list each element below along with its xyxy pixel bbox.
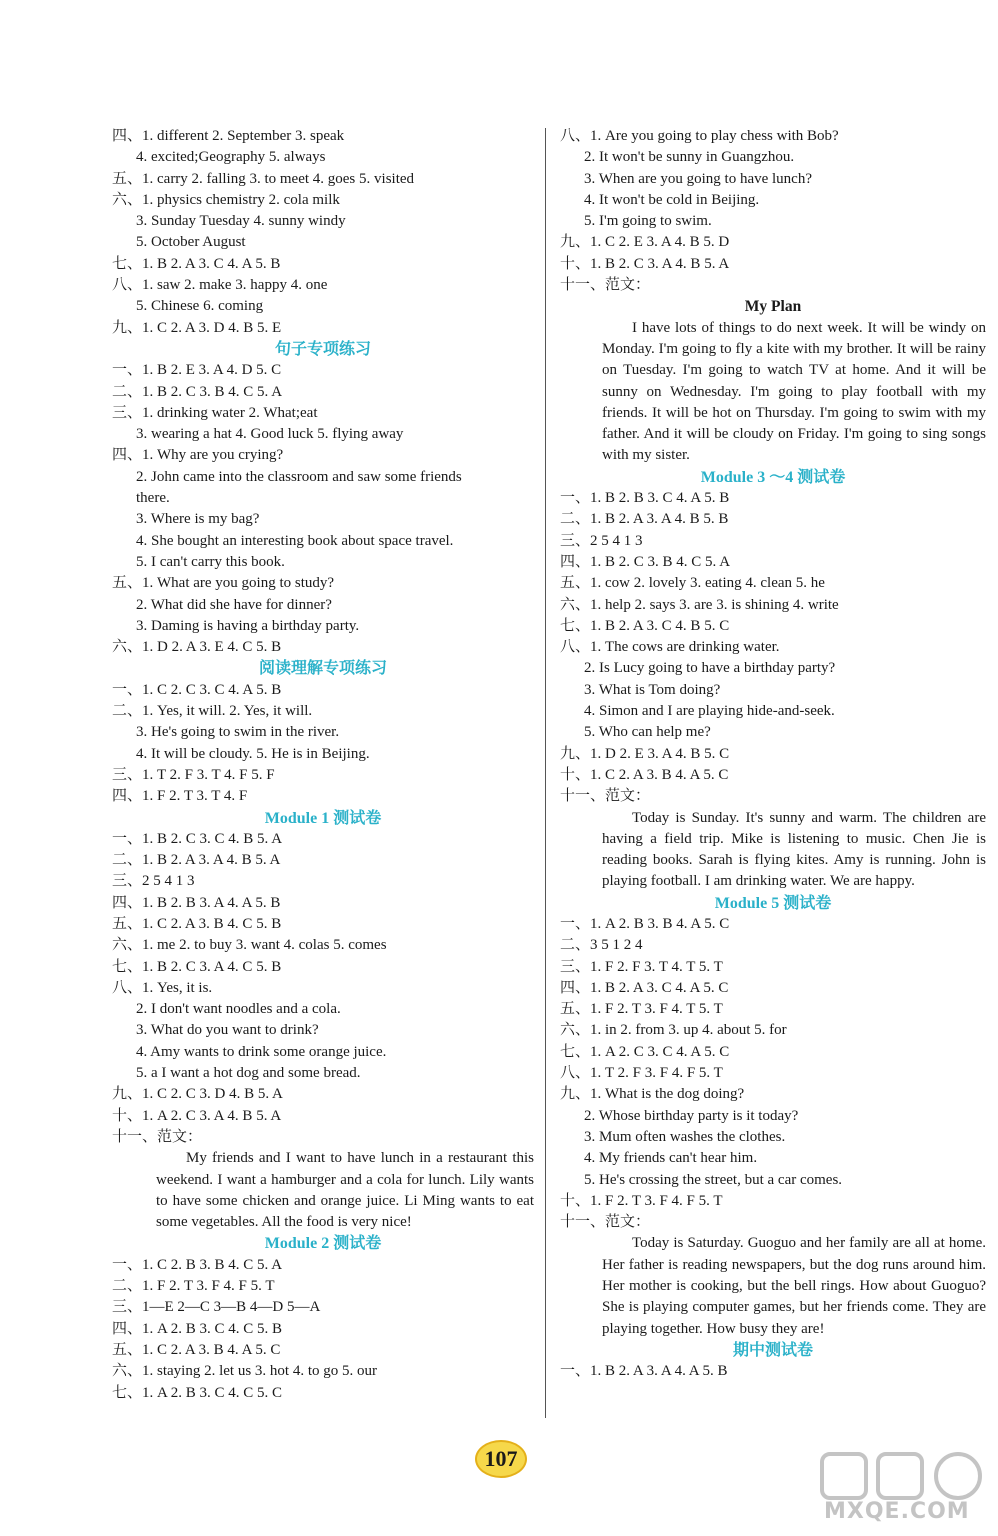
section-heading: Module 2 测试卷 bbox=[264, 1235, 382, 1253]
answer-line: 五、1. C 2. A 3. B 4. A 5. C bbox=[112, 1341, 281, 1358]
answer-line: 八、1. Yes, it is. bbox=[112, 979, 213, 996]
answer-line: 二、1. B 2. A 3. A 4. B 5. A bbox=[112, 852, 281, 869]
section-heading: Module 5 测试卷 bbox=[714, 894, 832, 912]
answer-subline: 5. a I want a hot dog and some bread. bbox=[136, 1065, 361, 1082]
answer-line: 八、1. The cows are drinking water. bbox=[560, 639, 780, 656]
answer-line: 七、1. B 2. C 3. A 4. C 5. B bbox=[112, 958, 282, 975]
watermark-logo bbox=[818, 1448, 988, 1528]
section-heading: Module 3 ～4 测试卷 bbox=[700, 468, 846, 486]
answer-subline: 3. When are you going to have lunch? bbox=[584, 170, 812, 187]
model-essay: Today is Sunday. It's sunny and warm. The children are having a field trip. Mike is listening to music. Chen Jie is reading books. Sarah is flying kites. Amy is running. John is playing football. I am drinking water. We are happy. bbox=[602, 809, 986, 890]
answer-subline: 3. What do you want to drink? bbox=[136, 1022, 319, 1039]
answer-subline: 2. It won't be sunny in Guangzhou. bbox=[584, 149, 795, 166]
answer-line: 二、1. F 2. T 3. F 4. F 5. T bbox=[112, 1278, 275, 1295]
answer-line: 十、1. F 2. T 3. F 4. F 5. T bbox=[560, 1192, 723, 1209]
answer-line: 五、1. F 2. T 3. F 4. T 5. T bbox=[560, 1001, 723, 1018]
answer-line: 二、1. Yes, it will. 2. Yes, it will. bbox=[112, 703, 313, 720]
essay-title: My Plan bbox=[744, 298, 802, 316]
answer-line: 六、1. physics chemistry 2. cola milk bbox=[112, 191, 340, 208]
answer-line: 四、1. Why are you crying? bbox=[112, 447, 284, 464]
model-essay: Today is Saturday. Guoguo and her family are all at home. Her father is reading newspapers, but the dog runs around him. Her mother is cooking, but the bell rings. How about Guoguo? She is playing computer games, but her friends come. They are playing together. How busy they are! bbox=[602, 1235, 986, 1337]
answer-line: 七、1. A 2. B 3. C 4. C 5. C bbox=[112, 1384, 283, 1401]
answer-line: 一、1. B 2. C 3. C 4. B 5. A bbox=[112, 830, 283, 847]
answer-line: 十、1. C 2. A 3. B 4. A 5. C bbox=[560, 766, 729, 783]
answer-line: 一、1. B 2. E 3. A 4. D 5. C bbox=[112, 362, 282, 379]
answer-subline: 5. He's crossing the street, but a car comes. bbox=[584, 1171, 843, 1188]
answer-line: 四、1. B 2. C 3. B 4. C 5. A bbox=[560, 553, 731, 570]
answer-line: 六、1. help 2. says 3. are 3. is shining 4. write bbox=[560, 596, 839, 613]
answer-subline: 4. excited;Geography 5. always bbox=[136, 149, 326, 166]
answer-continuation: there. bbox=[136, 490, 170, 507]
answer-line: 五、1. carry 2. falling 3. to meet 4. goes 5. visited bbox=[112, 170, 415, 187]
answer-line: 十一、范文： bbox=[560, 788, 651, 805]
answer-line: 三、1. drinking water 2. What;eat bbox=[112, 404, 318, 421]
answer-line: 五、1. C 2. A 3. B 4. C 5. B bbox=[112, 915, 282, 932]
answer-line: 三、2 5 4 1 3 bbox=[112, 873, 195, 890]
answer-line: 九、1. What is the dog doing? bbox=[560, 1086, 745, 1103]
answer-line: 一、1. B 2. A 3. A 4. A 5. B bbox=[560, 1363, 728, 1380]
answer-line: 十一、范文： bbox=[112, 1128, 203, 1145]
column-divider bbox=[545, 128, 546, 1418]
answer-subline: 5. I can't carry this book. bbox=[136, 553, 285, 570]
answer-line: 一、1. A 2. B 3. B 4. A 5. C bbox=[560, 915, 730, 932]
answer-subline: 3. wearing a hat 4. Good luck 5. flying away bbox=[136, 426, 404, 443]
answer-line: 七、1. A 2. C 3. C 4. A 5. C bbox=[560, 1043, 730, 1060]
answer-line: 四、1. B 2. B 3. A 4. A 5. B bbox=[112, 894, 281, 911]
answer-subline: 4. She bought an interesting book about space travel. bbox=[136, 532, 454, 549]
answer-line: 四、1. F 2. T 3. T 4. F bbox=[112, 788, 248, 805]
answer-line: 七、1. B 2. A 3. C 4. A 5. B bbox=[112, 255, 281, 272]
answer-subline: 3. Mum often washes the clothes. bbox=[584, 1128, 786, 1145]
answer-line: 十一、范文： bbox=[560, 1214, 651, 1231]
answer-line: 一、1. B 2. B 3. C 4. A 5. B bbox=[560, 490, 730, 507]
model-essay: My friends and I want to have lunch in a restaurant this weekend. I want a hamburger and a cola for lunch. Lily wants to have some chicken and orange juice. Li Ming wants to eat some vegetables. All the food is very nice! bbox=[156, 1150, 534, 1231]
answer-subline: 4. My friends can't hear him. bbox=[584, 1150, 758, 1167]
answer-subline: 2. What did she have for dinner? bbox=[136, 596, 332, 613]
answer-line: 十、1. B 2. C 3. A 4. B 5. A bbox=[560, 255, 730, 272]
answer-subline: 4. It will be cloudy. 5. He is in Beijing. bbox=[136, 745, 370, 762]
answer-subline: 3. What is Tom doing? bbox=[584, 681, 721, 698]
answer-line: 九、1. D 2. E 3. A 4. B 5. C bbox=[560, 745, 730, 762]
answer-line: 九、1. C 2. A 3. D 4. B 5. E bbox=[112, 319, 282, 336]
answer-subline: 2. Whose birthday party is it today? bbox=[584, 1107, 799, 1124]
left-column bbox=[112, 126, 534, 1404]
answer-line: 二、1. B 2. A 3. A 4. B 5. B bbox=[560, 511, 729, 528]
answer-line: 九、1. C 2. E 3. A 4. B 5. D bbox=[560, 234, 730, 251]
answer-line: 四、1. different 2. September 3. speak bbox=[112, 128, 345, 144]
answer-line: 十、1. A 2. C 3. A 4. B 5. A bbox=[112, 1107, 282, 1124]
answer-subline: 3. Where is my bag? bbox=[136, 511, 260, 528]
answer-line: 六、1. in 2. from 3. up 4. about 5. for bbox=[560, 1022, 787, 1039]
answer-line: 十一、范文： bbox=[560, 277, 651, 294]
answer-line: 五、1. What are you going to study? bbox=[112, 575, 335, 592]
answer-line: 三、1. F 2. F 3. T 4. T 5. T bbox=[560, 958, 723, 975]
section-heading: Module 1 测试卷 bbox=[264, 809, 382, 827]
answer-line: 八、1. saw 2. make 3. happy 4. one bbox=[112, 277, 328, 294]
answer-line: 七、1. B 2. A 3. C 4. B 5. C bbox=[560, 617, 730, 634]
answer-line: 四、1. A 2. B 3. C 4. C 5. B bbox=[112, 1320, 283, 1337]
section-heading: 期中测试卷 bbox=[732, 1341, 813, 1359]
answer-line: 三、2 5 4 1 3 bbox=[560, 532, 643, 549]
answer-subline: 2. Is Lucy going to have a birthday party? bbox=[584, 660, 836, 677]
answer-line: 二、1. B 2. C 3. B 4. C 5. A bbox=[112, 383, 283, 400]
answer-line: 三、1. T 2. F 3. T 4. F 5. F bbox=[112, 766, 275, 783]
section-heading: 句子专项练习 bbox=[274, 340, 371, 358]
answer-line: 一、1. C 2. C 3. C 4. A 5. B bbox=[112, 681, 282, 698]
right-column bbox=[560, 126, 986, 1383]
answer-subline: 2. I don't want noodles and a cola. bbox=[136, 1001, 341, 1018]
answer-subline: 5. Who can help me? bbox=[584, 724, 711, 741]
answer-line: 二、3 5 1 2 4 bbox=[560, 937, 643, 954]
answer-subline: 3. He's going to swim in the river. bbox=[136, 724, 340, 741]
answer-subline: 5. I'm going to swim. bbox=[584, 213, 712, 230]
answer-subline: 4. It won't be cold in Beijing. bbox=[584, 191, 760, 208]
answer-subline: 5. October August bbox=[136, 234, 246, 251]
answer-line: 六、1. staying 2. let us 3. hot 4. to go 5. our bbox=[112, 1363, 377, 1380]
answer-subline: 5. Chinese 6. coming bbox=[136, 298, 264, 315]
answer-line: 六、1. me 2. to buy 3. want 4. colas 5. comes bbox=[112, 937, 387, 954]
answer-subline: 4. Simon and I are playing hide-and-seek. bbox=[584, 703, 835, 720]
answer-line: 三、1—E 2—C 3—B 4—D 5—A bbox=[112, 1299, 321, 1316]
answer-line: 九、1. C 2. C 3. D 4. B 5. A bbox=[112, 1086, 283, 1103]
page-number-label: 107 bbox=[475, 1440, 527, 1478]
answer-line: 八、1. T 2. F 3. F 4. F 5. T bbox=[560, 1065, 723, 1082]
answer-line: 五、1. cow 2. lovely 3. eating 4. clean 5. he bbox=[560, 575, 825, 592]
model-essay: I have lots of things to do next week. It will be windy on Monday. I'm going to fly a kite with my brother. It will be rainy on Tuesday. I'm going to watch TV at home. And it will be sunny on Wednesday. I'm going to play football with my friends. It will be hot on Thursday. I'm going to swim with my father. And it will be cloudy on Friday. I'm going to sing songs with my sister. bbox=[602, 319, 986, 464]
answer-subline: 4. Amy wants to drink some orange juice. bbox=[136, 1043, 387, 1060]
watermark-text: MXQE.COM bbox=[824, 1499, 970, 1524]
answer-line: 一、1. C 2. B 3. B 4. C 5. A bbox=[112, 1256, 283, 1273]
answer-line: 八、1. Are you going to play chess with Bob? bbox=[560, 128, 839, 144]
answer-subline: 2. John came into the classroom and saw some friends bbox=[136, 468, 462, 485]
answer-line: 四、1. B 2. A 3. C 4. A 5. C bbox=[560, 979, 729, 996]
answer-line: 六、1. D 2. A 3. E 4. C 5. B bbox=[112, 639, 282, 656]
answer-subline: 3. Daming is having a birthday party. bbox=[136, 617, 360, 634]
answer-subline: 3. Sunday Tuesday 4. sunny windy bbox=[136, 213, 346, 230]
section-heading: 阅读理解专项练习 bbox=[258, 660, 387, 678]
